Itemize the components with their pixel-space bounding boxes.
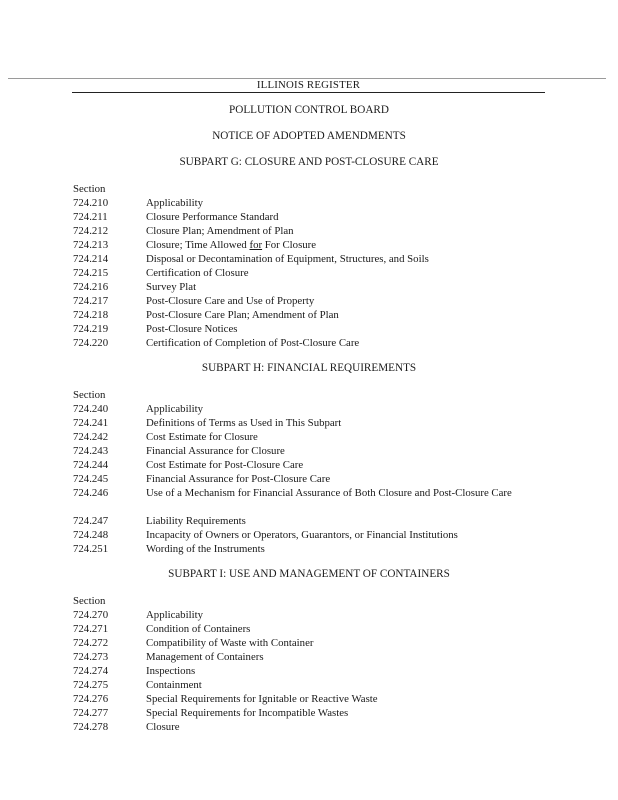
section-title: Closure Plan; Amendment of Plan bbox=[146, 225, 294, 237]
section-row bbox=[73, 416, 543, 430]
section-row bbox=[73, 650, 543, 664]
section-title: Certification of Closure bbox=[146, 267, 249, 279]
section-title: Certification of Completion of Post-Closure Care bbox=[146, 337, 360, 349]
section-row bbox=[73, 636, 543, 650]
section-number: 724.212 bbox=[73, 225, 109, 237]
section-title: Special Requirements for Ignitable or Reactive Waste bbox=[146, 693, 378, 705]
section-number: 724.247 bbox=[73, 515, 109, 527]
section-title bbox=[146, 238, 536, 252]
section-title: Cost Estimate for Post-Closure Care bbox=[146, 459, 304, 471]
section-row bbox=[73, 664, 543, 678]
section-row bbox=[73, 608, 543, 622]
section-row bbox=[73, 678, 543, 692]
section-title: Containment bbox=[146, 679, 202, 691]
section-number: 724.276 bbox=[73, 693, 109, 705]
section-row bbox=[73, 444, 543, 458]
section-title: Closure bbox=[146, 721, 180, 733]
section-number: 724.216 bbox=[73, 281, 109, 293]
section-number: 724.210 bbox=[73, 197, 109, 209]
subpart-h-sections bbox=[73, 388, 543, 556]
subpart-i-sections bbox=[73, 594, 543, 734]
subpart-g-sections bbox=[73, 182, 543, 350]
section-row bbox=[73, 542, 543, 556]
section-title: Wording of the Instruments bbox=[146, 543, 265, 555]
notice-title: NOTICE OF ADOPTED AMENDMENTS bbox=[212, 130, 406, 142]
inserted-text: for bbox=[249, 239, 263, 251]
section-title: Condition of Containers bbox=[146, 623, 251, 635]
section-number: 724.245 bbox=[73, 473, 109, 485]
section-row bbox=[73, 402, 543, 416]
section-number: 724.244 bbox=[73, 459, 109, 471]
section-number: 724.211 bbox=[73, 211, 108, 223]
section-number: 724.241 bbox=[73, 417, 109, 429]
section-label: Section bbox=[73, 595, 106, 607]
section-row bbox=[73, 720, 543, 734]
title-part: Closure; Time Allowed bbox=[146, 239, 250, 251]
section-number: 724.275 bbox=[73, 679, 109, 691]
section-row bbox=[73, 706, 543, 720]
section-number: 724.218 bbox=[73, 309, 109, 321]
register-header: ILLINOIS REGISTER bbox=[256, 79, 361, 91]
section-row bbox=[73, 294, 543, 308]
section-row bbox=[73, 308, 543, 322]
section-title: Cost Estimate for Closure bbox=[146, 431, 258, 443]
section-row bbox=[73, 514, 543, 528]
section-number: 724.278 bbox=[73, 721, 109, 733]
section-row bbox=[73, 336, 543, 350]
section-row bbox=[73, 430, 543, 444]
section-number: 724.242 bbox=[73, 431, 109, 443]
section-number: 724.213 bbox=[73, 239, 109, 251]
section-title: Disposal or Decontamination of Equipment, Structures, and Soils bbox=[146, 253, 429, 265]
section-number: 724.240 bbox=[73, 403, 109, 415]
section-title: Applicability bbox=[146, 197, 203, 209]
section-number: 724.220 bbox=[73, 337, 109, 349]
section-number: 724.217 bbox=[73, 295, 109, 307]
section-row bbox=[73, 266, 543, 280]
subpart-g-heading: SUBPART G: CLOSURE AND POST-CLOSURE CARE bbox=[179, 156, 439, 168]
section-number: 724.270 bbox=[73, 609, 109, 621]
section-row bbox=[73, 486, 543, 514]
section-title: Use of a Mechanism for Financial Assurance of Both Closure and Post-Closure Care bbox=[146, 487, 512, 499]
subpart-h-heading: SUBPART H: FINANCIAL REQUIREMENTS bbox=[201, 362, 417, 374]
section-row bbox=[73, 322, 543, 336]
section-label: Section bbox=[73, 183, 106, 195]
section-title: Financial Assurance for Closure bbox=[146, 445, 285, 457]
section-row bbox=[73, 196, 543, 210]
subpart-i-heading: SUBPART I: USE AND MANAGEMENT OF CONTAINERS bbox=[168, 568, 450, 580]
section-row bbox=[73, 472, 543, 486]
section-row bbox=[73, 622, 543, 636]
section-row bbox=[73, 238, 543, 252]
section-label: Section bbox=[73, 389, 106, 401]
section-title: Special Requirements for Incompatible Wastes bbox=[146, 707, 349, 719]
section-title: Management of Containers bbox=[146, 651, 264, 663]
section-row bbox=[73, 210, 543, 224]
board-title: POLLUTION CONTROL BOARD bbox=[229, 104, 389, 116]
header-rule bbox=[72, 92, 545, 93]
section-title: Post-Closure Notices bbox=[146, 323, 238, 335]
section-number: 724.248 bbox=[73, 529, 109, 541]
section-number: 724.277 bbox=[73, 707, 109, 719]
section-title: Inspections bbox=[146, 665, 196, 677]
section-number: 724.215 bbox=[73, 267, 109, 279]
section-title: Closure Performance Standard bbox=[146, 211, 279, 223]
section-number: 724.271 bbox=[73, 623, 109, 635]
section-title: Applicability bbox=[146, 403, 203, 415]
section-title: Post-Closure Care Plan; Amendment of Plan bbox=[146, 309, 339, 321]
section-row bbox=[73, 692, 543, 706]
section-number: 724.246 bbox=[73, 487, 109, 499]
section-title: Definitions of Terms as Used in This Subpart bbox=[146, 417, 342, 429]
section-row bbox=[73, 528, 543, 542]
section-row bbox=[73, 458, 543, 472]
section-title: Post-Closure Care and Use of Property bbox=[146, 295, 315, 307]
section-number: 724.274 bbox=[73, 665, 109, 677]
section-title: Incapacity of Owners or Operators, Guarantors, or Financial Institutions bbox=[146, 529, 458, 541]
section-number: 724.251 bbox=[73, 543, 109, 555]
section-title: Compatibility of Waste with Container bbox=[146, 637, 314, 649]
section-row bbox=[73, 252, 543, 266]
title-part: For Closure bbox=[262, 239, 317, 251]
section-number: 724.272 bbox=[73, 637, 109, 649]
section-title: Financial Assurance for Post-Closure Care bbox=[146, 473, 331, 485]
section-row bbox=[73, 224, 543, 238]
section-title: Liability Requirements bbox=[146, 515, 246, 527]
section-title: Applicability bbox=[146, 609, 203, 621]
section-title: Survey Plat bbox=[146, 281, 197, 293]
section-number: 724.243 bbox=[73, 445, 109, 457]
section-number: 724.214 bbox=[73, 253, 109, 265]
section-number: 724.219 bbox=[73, 323, 109, 335]
section-row bbox=[73, 280, 543, 294]
section-number: 724.273 bbox=[73, 651, 109, 663]
